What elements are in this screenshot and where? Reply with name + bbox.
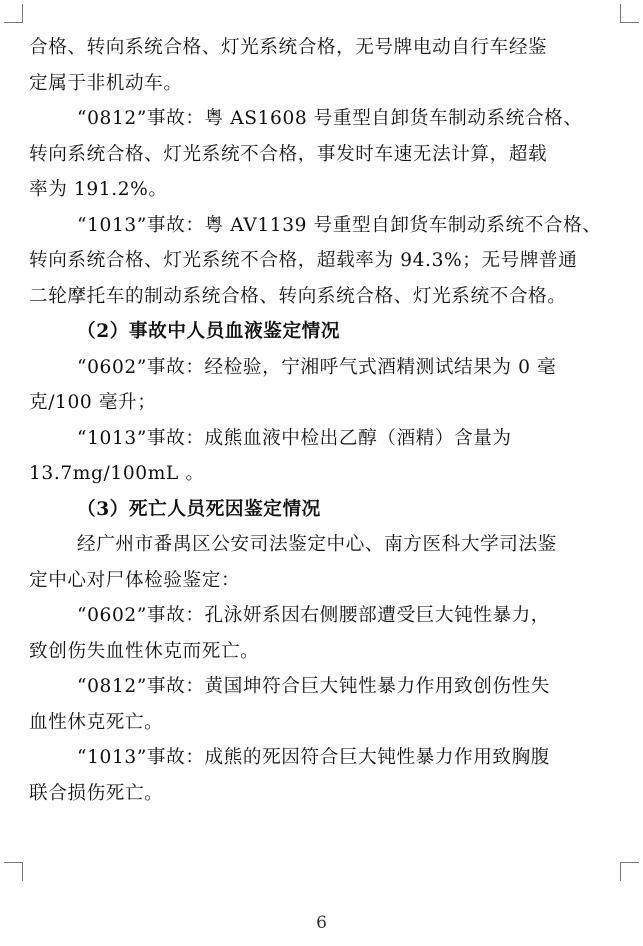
section-heading: （2）事故中人员血液鉴定情况 bbox=[77, 321, 341, 342]
text-line: 致创伤失血性休克而死亡。 bbox=[29, 640, 260, 662]
text-line: 定属于非机动车。 bbox=[29, 72, 183, 94]
text-line: 克/100 毫升； bbox=[29, 392, 157, 413]
text-line: “1013”事故：成熊的死因符合巨大钝性暴力作用致胸腹 bbox=[77, 747, 551, 768]
text-line: “0812”事故：粤 AS1608 号重型自卸货车制动系统合格、 bbox=[77, 108, 583, 129]
text-line: “0812”事故：黄国坤符合巨大钝性暴力作用致创伤性失 bbox=[77, 676, 551, 697]
crop-mark-top-right bbox=[620, 4, 639, 23]
page-number: 6 bbox=[316, 913, 327, 933]
text-line: “1013”事故：成熊血液中检出乙醇（酒精）含量为 bbox=[77, 427, 512, 449]
text-line: “0602”事故：孔泳妍系因右侧腰部遭受巨大钝性暴力， bbox=[77, 605, 551, 626]
text-line: 经广州市番禺区公安司法鉴定中心、南方医科大学司法鉴 bbox=[77, 534, 557, 555]
document-body bbox=[29, 30, 614, 811]
text-line: 率为 191.2%。 bbox=[29, 179, 168, 200]
text-line: 合格、转向系统合格、灯光系统合格，无号牌电动自行车经鉴 bbox=[29, 37, 548, 58]
text-line: “1013”事故：粤 AV1139 号重型自卸货车制动系统不合格、 bbox=[77, 214, 602, 236]
crop-mark-bottom-right bbox=[620, 862, 639, 881]
section-heading: （3）死亡人员死因鉴定情况 bbox=[77, 498, 321, 520]
crop-mark-top-left bbox=[4, 4, 23, 23]
text-line: 转向系统合格、灯光系统不合格，超载率为 94.3%；无号牌普通 bbox=[29, 250, 578, 271]
text-line: 13.7mg/100mL 。 bbox=[29, 463, 205, 484]
crop-mark-bottom-left bbox=[4, 862, 23, 881]
text-line: “0602”事故：经检验，宁湘呼气式酒精测试结果为 0 毫 bbox=[77, 356, 557, 378]
text-line: 转向系统合格、灯光系统不合格，事发时车速无法计算，超载 bbox=[29, 143, 548, 165]
text-line: 定中心对尸体检验鉴定： bbox=[29, 569, 241, 591]
text-line: 二轮摩托车的制动系统合格、转向系统合格、灯光系统不合格。 bbox=[29, 285, 567, 307]
text-line: 血性休克死亡。 bbox=[29, 711, 164, 733]
text-line: 联合损伤死亡。 bbox=[29, 782, 164, 804]
